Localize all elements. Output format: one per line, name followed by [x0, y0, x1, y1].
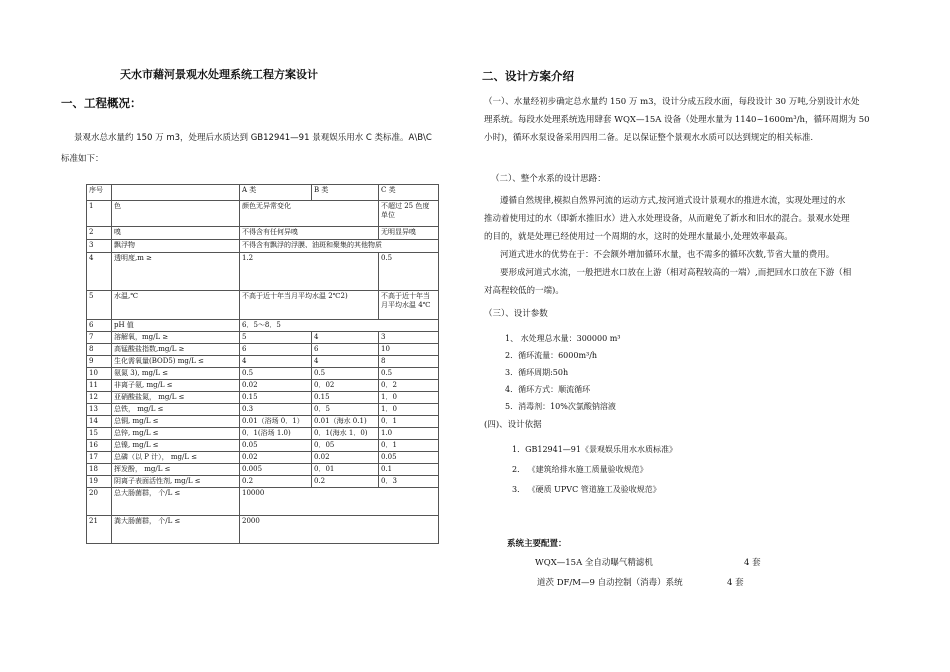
- table-row: [87, 404, 439, 416]
- table-row: [87, 240, 439, 253]
- cell: 0．1: [379, 440, 439, 452]
- cell: 3: [87, 240, 112, 253]
- list-item: 3． 《硬质 UPVC 管道施工及验收规范》: [512, 485, 661, 494]
- cell: 阴离子表面活性剂, mg/L ≤: [112, 476, 240, 488]
- design-idea-text: [484, 192, 851, 300]
- table-row: [87, 291, 439, 320]
- design-para-1: [484, 93, 870, 147]
- table-row: [87, 356, 439, 368]
- table-row: [87, 332, 439, 344]
- section-2-heading: 二、设计方案介绍: [482, 69, 574, 83]
- cell: 不得含有飘浮的浮膜、油斑和聚集的其他物质: [240, 240, 439, 253]
- cell: 1: [87, 201, 112, 227]
- intro-line-1: 景观水总水量约 150 万 m3，处理后水质达到 GB12941—91 景观娱乐用水 C 类标准。A\B\C: [74, 133, 432, 143]
- cell: 0.02: [240, 380, 312, 392]
- cell: 4: [87, 253, 112, 291]
- cell: 0.02: [312, 452, 379, 464]
- cell: 0.15: [240, 392, 312, 404]
- cell: 10: [379, 344, 439, 356]
- list-item: 5．消毒剂：10%次氯酸钠溶液: [505, 402, 616, 411]
- cell: 0.5: [312, 368, 379, 380]
- para-line: 要形成河道式水流，一般把进水口放在上游（相对高程较高的一端）,而把回水口放在下游（相: [500, 268, 852, 278]
- para-line: 遵循自然规律,模拟自然界河流的运动方式,按河道式设计景观水的推进水流，实现处理过的水: [500, 196, 846, 206]
- list-item: 1、 水处理总水量：300000 m³: [505, 334, 621, 343]
- cell: 0.2: [240, 476, 312, 488]
- cell: 总锌, mg/L ≤: [112, 428, 240, 440]
- cell: 4: [312, 356, 379, 368]
- intro-line-2: 标准如下：: [61, 154, 104, 164]
- config-title: 系统主要配置：: [507, 539, 567, 549]
- cell: 0．1: [379, 416, 439, 428]
- doc-title: 天水市藉河景观水处理系统工程方案设计: [120, 68, 318, 81]
- cell: 13: [87, 404, 112, 416]
- header-cell: A 类: [240, 185, 312, 201]
- cell: 5: [87, 291, 112, 320]
- design-basis-list: [512, 440, 677, 500]
- cell: 溶解氧，mg/L ≥: [112, 332, 240, 344]
- table-row: [87, 201, 439, 227]
- para-line: 对高程较低的一端)。: [484, 286, 564, 296]
- cell: 不高于近十年当月平均水温 2℃2): [240, 291, 379, 320]
- config-item-qty: 4 套: [727, 578, 744, 588]
- cell: 14: [87, 416, 112, 428]
- cell: 6: [87, 320, 112, 332]
- cell: 0.01（浴场 0．1）: [240, 416, 312, 428]
- cell: 非离子氨, mg/L ≤: [112, 380, 240, 392]
- cell: 0.005: [240, 464, 312, 476]
- table-row: [87, 440, 439, 452]
- subsection-3-title: （三）、设计参数: [484, 309, 548, 319]
- cell: 12: [87, 392, 112, 404]
- table-row: [87, 476, 439, 488]
- cell: 15: [87, 428, 112, 440]
- cell: 17: [87, 452, 112, 464]
- cell: 6: [312, 344, 379, 356]
- cell: 2: [87, 227, 112, 240]
- para-line: 理系统。每段水处理系统选用肆套 WQX—15A 设备（处理水量为 1140~1600m³/h，循环周期为 50: [484, 115, 870, 125]
- cell: 2000: [240, 516, 439, 544]
- cell: 颜色无异常变化: [240, 201, 379, 227]
- cell: 0．3: [379, 476, 439, 488]
- cell: 0．1(浴场 1.0): [240, 428, 312, 440]
- cell: 粪大肠菌群， 个/L ≤: [112, 516, 240, 544]
- table-row: [87, 368, 439, 380]
- table-row: [87, 227, 439, 240]
- list-item: 4．循环方式：顺流循环: [505, 385, 591, 394]
- cell: 0.05: [240, 440, 312, 452]
- cell: 总磷（以 P 计）， mg/L ≤: [112, 452, 240, 464]
- table-row: [87, 452, 439, 464]
- cell: 0.02: [240, 452, 312, 464]
- list-item: 2． 《建筑给排水施工质量验收规范》: [512, 465, 648, 474]
- header-cell: B 类: [312, 185, 379, 201]
- cell: 1．0: [379, 392, 439, 404]
- table-row: [87, 464, 439, 476]
- para-line: 的目的，就是处理已经使用过一个周期的水，这时的处理水量最小,处理效率最高。: [484, 232, 793, 242]
- cell: 20: [87, 488, 112, 516]
- cell: 色: [112, 201, 240, 227]
- cell: 嗅: [112, 227, 240, 240]
- cell: 1.0: [379, 428, 439, 440]
- subsection-2-title: （二）、整个水系的设计思路：: [491, 174, 606, 184]
- table-row: [87, 428, 439, 440]
- cell: 0.5: [379, 368, 439, 380]
- table-row: [87, 380, 439, 392]
- cell: 0．02: [312, 380, 379, 392]
- header-cell: C 类: [379, 185, 439, 201]
- table-row: [87, 253, 439, 291]
- para-line: 小时)，循环水泵设备采用四用二备。足以保证整个景观水水质可以达到规定的相关标准.: [484, 133, 814, 143]
- cell: 高锰酸盐指数,mg/L ≥: [112, 344, 240, 356]
- cell: 0．05: [312, 440, 379, 452]
- cell: 0.5: [379, 253, 439, 291]
- cell: 7: [87, 332, 112, 344]
- cell: 透明度,m ≥: [112, 253, 240, 291]
- cell: 不高于近十年当月平均水温 4℃: [379, 291, 439, 320]
- cell: 3: [379, 332, 439, 344]
- config-item-qty: 4 套: [744, 558, 761, 568]
- cell: pH 值: [112, 320, 240, 332]
- cell: 4: [240, 356, 312, 368]
- cell: 水温,℃: [112, 291, 240, 320]
- cell: 不得含有任何异嗅: [240, 227, 379, 240]
- cell: 6: [240, 344, 312, 356]
- cell: 1．0: [379, 404, 439, 416]
- table-row: [87, 320, 439, 332]
- list-item: 1．GB12941—91《景观娱乐用水水质标准》: [512, 445, 677, 454]
- header-cell: [112, 185, 240, 201]
- cell: 0.5: [240, 368, 312, 380]
- cell: 挥发酚， mg/L ≤: [112, 464, 240, 476]
- table-row: [87, 416, 439, 428]
- cell: 8: [379, 356, 439, 368]
- cell: 0.1: [379, 464, 439, 476]
- cell: 0．01: [312, 464, 379, 476]
- config-item-name: WQX—15A 全自动曝气精滤机: [535, 558, 653, 568]
- table-row: [87, 516, 439, 544]
- cell: 0．2: [379, 380, 439, 392]
- design-params-list: [505, 330, 621, 415]
- cell: 亚硝酸盐氮， mg/L ≤: [112, 392, 240, 404]
- cell: 11: [87, 380, 112, 392]
- cell: 18: [87, 464, 112, 476]
- cell: 21: [87, 516, 112, 544]
- list-item: 3．循环周期:50h: [505, 368, 569, 377]
- cell: 10000: [240, 488, 439, 516]
- cell: 10: [87, 368, 112, 380]
- para-line: （一）、水量经初步确定总水量约 150 万 m3，设计分成五段水面，每段设计 30 万吨,分别设计水处: [484, 97, 860, 107]
- cell: 19: [87, 476, 112, 488]
- para-line: 推动着使用过的水（即新水推旧水）进入水处理设备，从而避免了新水和旧水的混合。景观水处理: [484, 214, 850, 224]
- section-1-heading: 一、工程概况：: [61, 96, 142, 110]
- cell: 0.01（海水 0.1): [312, 416, 379, 428]
- cell: 9: [87, 356, 112, 368]
- cell: 4: [312, 332, 379, 344]
- cell: 总铁， mg/L ≤: [112, 404, 240, 416]
- cell: 0.2: [312, 476, 379, 488]
- config-item-name: 道茨 DF/M—9 自动控制（消毒）系统: [537, 578, 683, 588]
- cell: 8: [87, 344, 112, 356]
- cell: 0．1(海水 1．0): [312, 428, 379, 440]
- cell: 飘浮物: [112, 240, 240, 253]
- cell: 生化需氧量(BOD5) mg/L ≤: [112, 356, 240, 368]
- water-standard-table: [86, 184, 439, 544]
- para-line: 河道式进水的优势在于：不会额外增加循环水量，也不需多的循环次数,节省大量的费用。: [500, 250, 835, 260]
- cell: 16: [87, 440, 112, 452]
- cell: 6．5～8．5: [240, 320, 439, 332]
- cell: 0．5: [312, 404, 379, 416]
- table-row: [87, 392, 439, 404]
- cell: 氨氮 3), mg/L ≤: [112, 368, 240, 380]
- cell: 不超过 25 色度单位: [379, 201, 439, 227]
- cell: 总铜, mg/L ≤: [112, 416, 240, 428]
- cell: 总镍, mg/L ≤: [112, 440, 240, 452]
- header-cell: 序号: [87, 185, 112, 201]
- cell: 1.2: [240, 253, 379, 291]
- list-item: 2．循环流量：6000m³/h: [505, 351, 598, 360]
- table-row: [87, 344, 439, 356]
- subsection-4-title: (四)、设计依据: [484, 420, 542, 430]
- cell: 5: [240, 332, 312, 344]
- cell: 0.05: [379, 452, 439, 464]
- cell: 0.15: [312, 392, 379, 404]
- cell: 无明显异嗅: [379, 227, 439, 240]
- table-row: [87, 488, 439, 516]
- cell: 总大肠菌群， 个/L ≤: [112, 488, 240, 516]
- cell: 0.3: [240, 404, 312, 416]
- table-header-row: [87, 185, 439, 201]
